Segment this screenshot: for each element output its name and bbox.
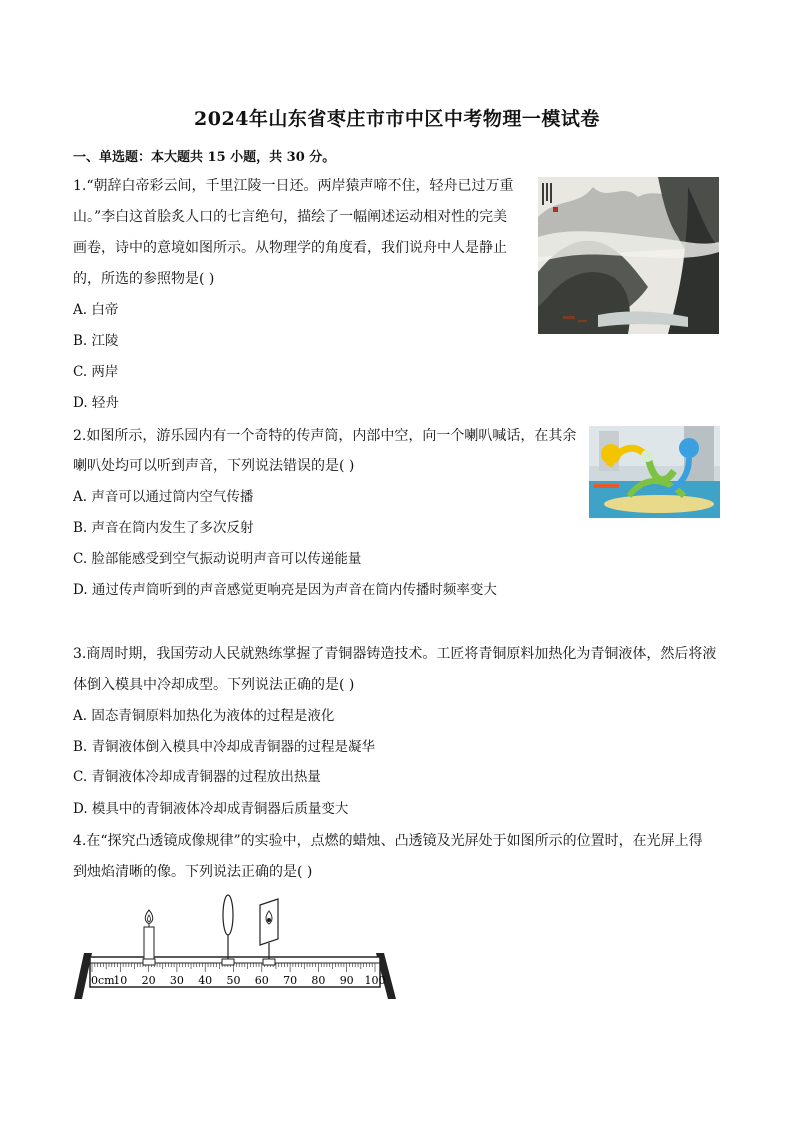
- q1-line-2: 山。”李白这首脍炙人口的七言绝句，描绘了一幅阐述运动相对性的完美: [73, 209, 508, 225]
- q3-line-2: 体倒入模具中冷却成型。下列说法正确的是( ): [73, 677, 355, 693]
- q3-line-1: 3.商周时期，我国劳动人民就熟练掌握了青铜器铸造技术。工匠将青铜原料加热化为青铜液体，然后将液: [73, 646, 717, 662]
- candle: [143, 910, 155, 965]
- q2-option-d[interactable]: D. 通过传声筒听到的声音感觉更响亮是因为声音在筒内传播时频率变大: [73, 582, 497, 598]
- q2-option-a[interactable]: A. 声音可以通过筒内空气传播: [73, 489, 254, 505]
- ruler-label: 0cm: [91, 974, 115, 987]
- ruler-label: 90: [339, 974, 354, 987]
- q1-option-a[interactable]: A. 白帝: [73, 302, 119, 318]
- q3-option-a[interactable]: A. 固态青铜原料加热化为液体的过程是液化: [73, 708, 335, 724]
- ruler-label: 100: [364, 974, 386, 987]
- ruler-label: 20: [141, 974, 156, 987]
- light-screen: [260, 899, 278, 965]
- q2-option-b[interactable]: B. 声音在筒内发生了多次反射: [73, 520, 254, 536]
- landscape-painting-image: [538, 177, 719, 334]
- q2-option-c[interactable]: C. 脸部能感受到空气振动说明声音可以传递能量: [73, 551, 362, 567]
- ruler-label: 50: [226, 974, 241, 987]
- ruler-label: 60: [254, 974, 269, 987]
- q2-line-1: 2.如图所示，游乐园内有一个奇特的传声筒，内部中空，向一个喇叭喊话，在其余: [73, 428, 577, 444]
- q1-option-d[interactable]: D. 轻舟: [73, 395, 119, 411]
- section-heading: 一、单选题：本大题共 15 小题，共 30 分。: [73, 150, 336, 165]
- ruler-label: 30: [169, 974, 184, 987]
- ruler-label: 80: [311, 974, 326, 987]
- ruler-label: 40: [198, 974, 213, 987]
- page-title: 2024年山东省枣庄市市中区中考物理一模试卷: [194, 108, 600, 130]
- q3-option-c[interactable]: C. 青铜液体冷却成青铜器的过程放出热量: [73, 769, 321, 785]
- optical-bench-diagram: [70, 893, 400, 1005]
- q4-line-1: 4.在“探究凸透镜成像规律”的实验中，点燃的蜡烛、凸透镜及光屏处于如图所示的位置时，在光屏上得: [73, 833, 703, 849]
- q1-line-3: 画卷，诗中的意境如图所示。从物理学的角度看，我们说舟中人是静止: [73, 240, 507, 256]
- q2-line-2: 喇叭处均可以听到声音，下列说法错误的是( ): [73, 458, 355, 474]
- convex-lens: [222, 895, 234, 965]
- speaking-tube-photo: [589, 426, 720, 518]
- q1-option-c[interactable]: C. 两岸: [73, 364, 119, 380]
- q3-option-b[interactable]: B. 青铜液体倒入模具中冷却成青铜器的过程是凝华: [73, 739, 376, 755]
- q1-line-4: 的，所选的参照物是( ): [73, 271, 215, 287]
- ruler-label: 10: [113, 974, 128, 987]
- ruler-label: 70: [283, 974, 298, 987]
- q1-line-1: 1.“朝辞白帝彩云间，千里江陵一日还。两岸猿声啼不住，轻舟已过万重: [73, 178, 514, 194]
- q1-option-b[interactable]: B. 江陵: [73, 333, 119, 349]
- q4-line-2: 到烛焰清晰的像。下列说法正确的是( ): [73, 864, 313, 880]
- q3-option-d[interactable]: D. 模具中的青铜液体冷却成青铜器后质量变大: [73, 801, 349, 817]
